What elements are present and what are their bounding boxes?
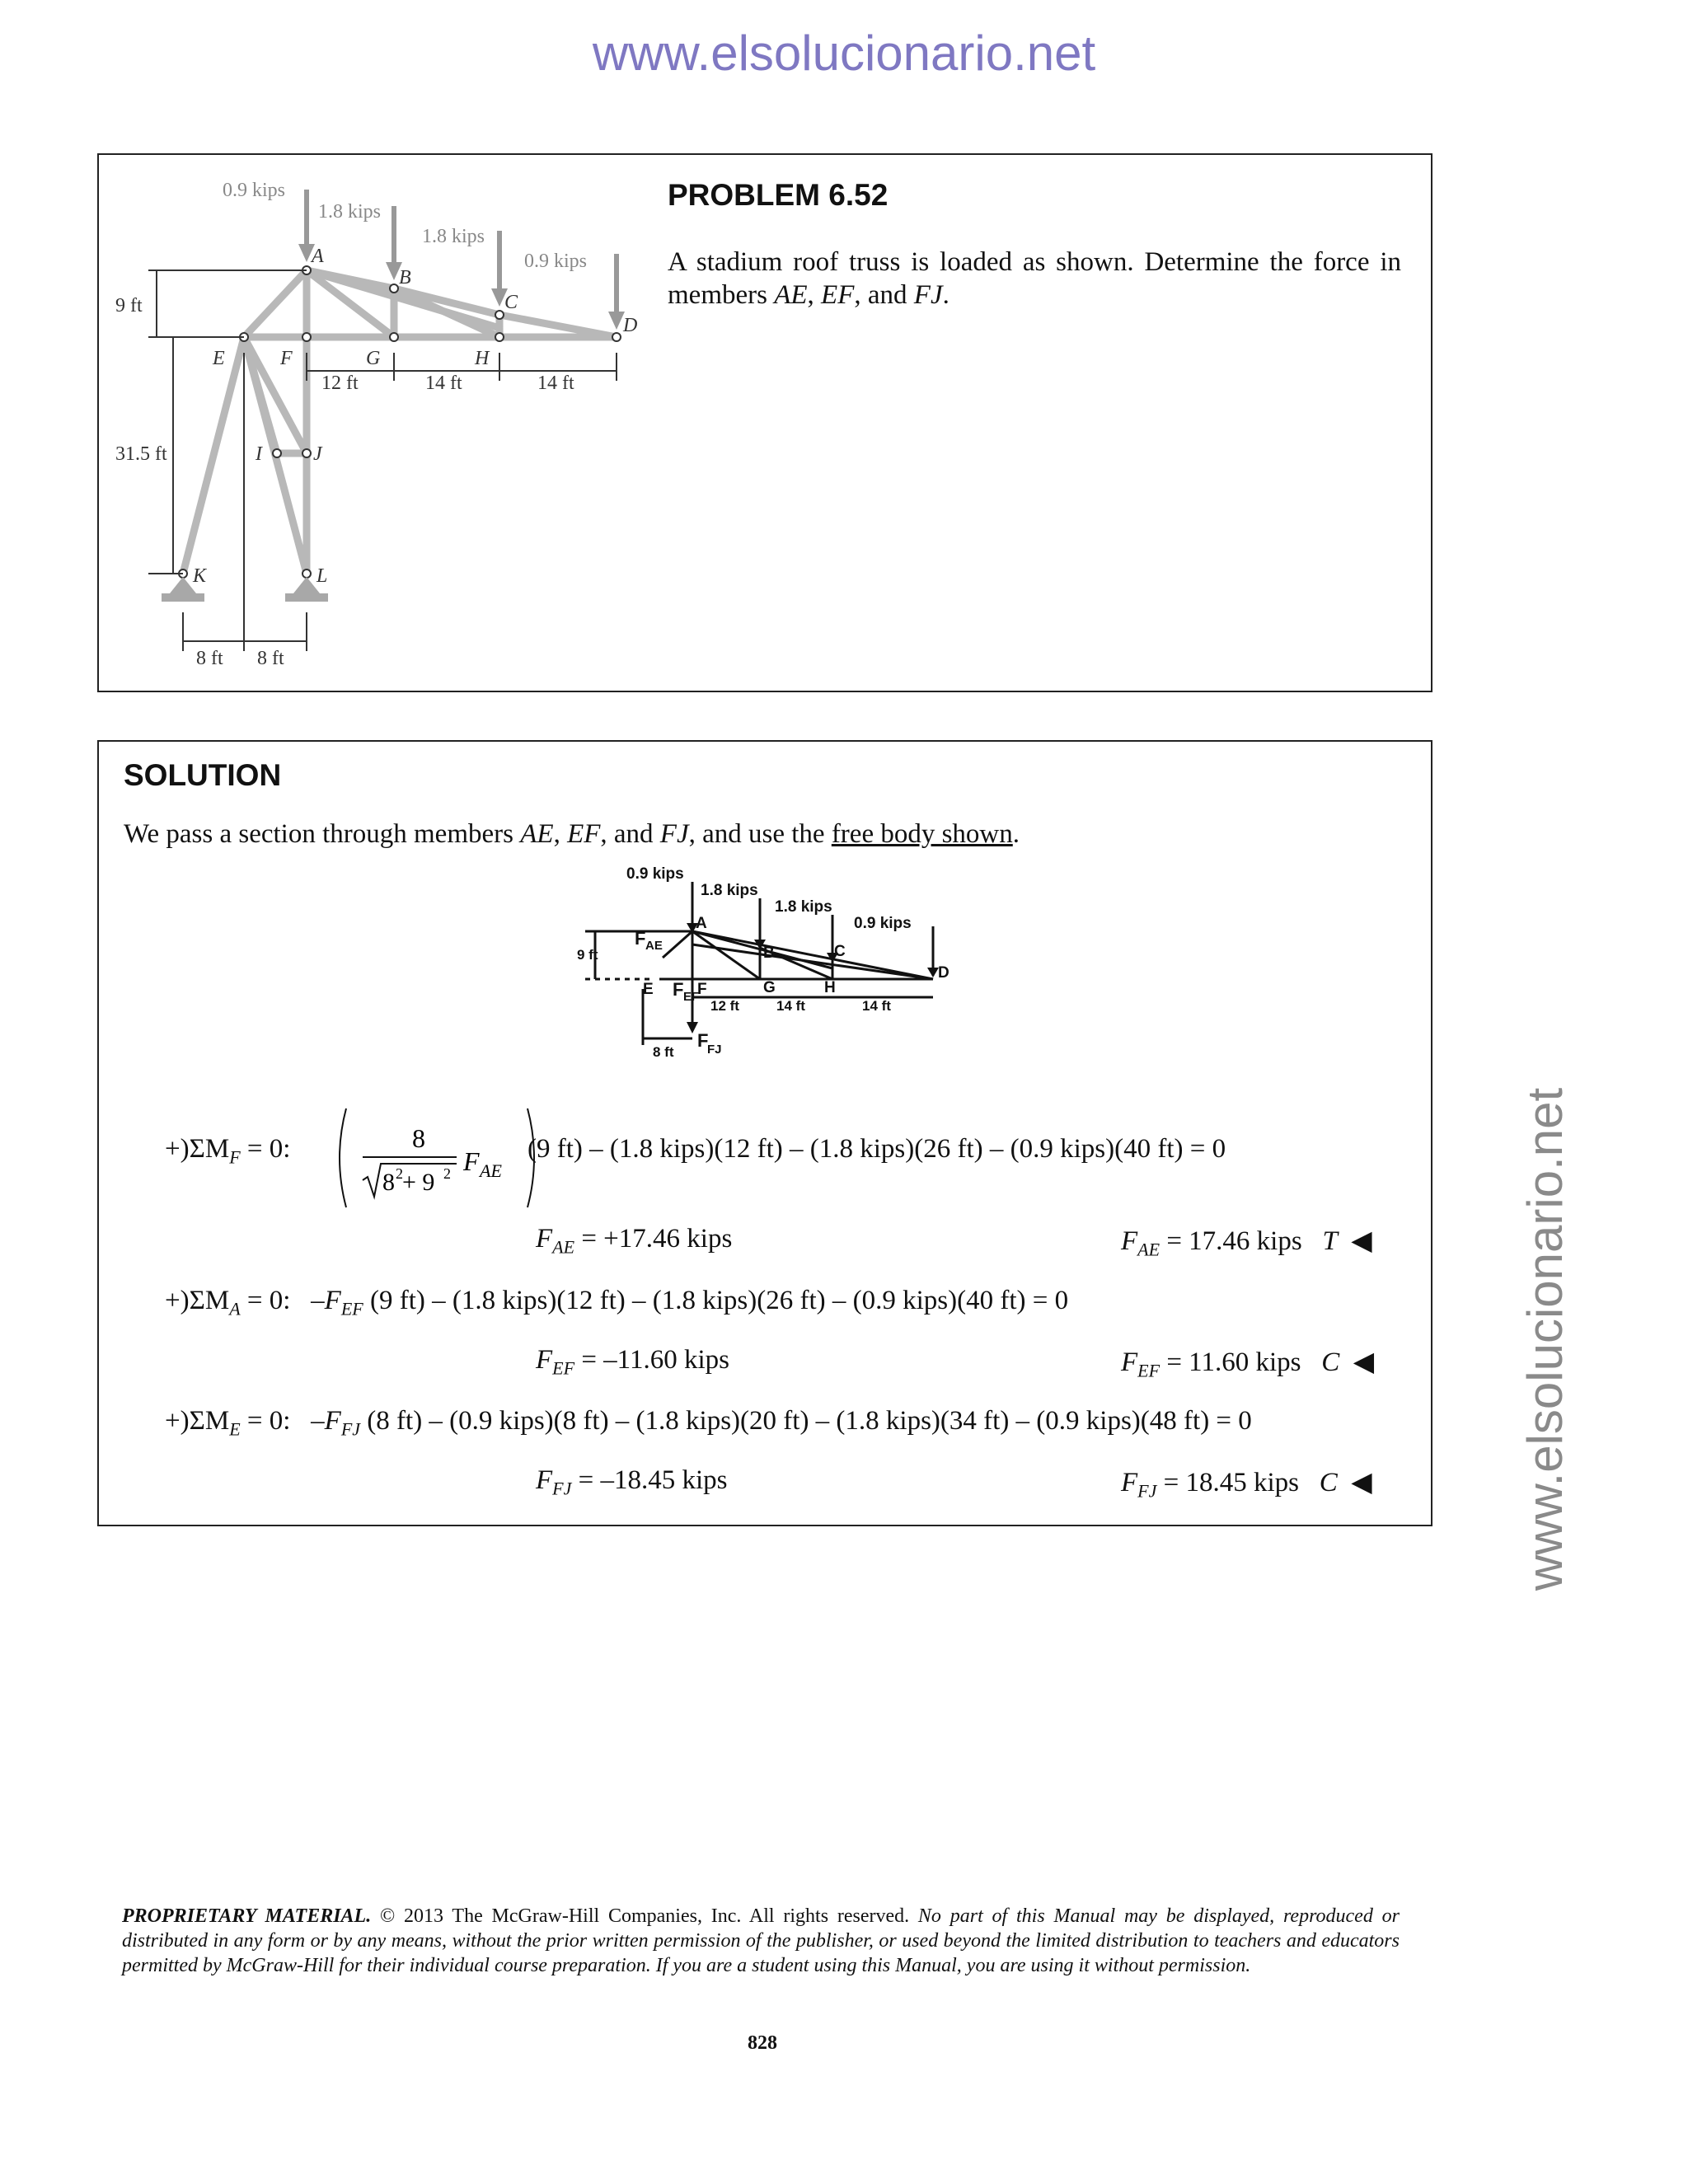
svg-text:1.8 kips: 1.8 kips <box>775 898 832 916</box>
final-fae: $F_{AE} = 17.46$ kips T ◀ <box>1121 1226 1372 1260</box>
svg-text:F: F <box>635 928 646 949</box>
svg-text:K: K <box>193 565 207 587</box>
svg-text:E: E <box>643 981 654 998</box>
svg-text:I: I <box>256 443 262 465</box>
equation-moment-f-rest: (9 ft) – (1.8 kips)(12 ft) – (1.8 kips)(26 ft) – (0.9 kips)(40 ft) = 0 <box>528 1134 1226 1164</box>
svg-text:0.9 kips: 0.9 kips <box>626 865 684 883</box>
rotation-icon: ) <box>180 1134 190 1164</box>
compression-tag: C <box>1319 1468 1338 1497</box>
svg-text:B: B <box>399 267 411 288</box>
load-label: 0.9 kips <box>223 180 286 201</box>
solution-intro: We pass a section through members AE, EF, and FJ, and use the free body shown. <box>124 819 1020 849</box>
svg-text:2: 2 <box>443 1165 451 1182</box>
svg-text:F: F <box>673 979 684 1000</box>
svg-text:C: C <box>834 943 846 960</box>
svg-text:H: H <box>475 348 490 369</box>
watermark-top: www.elsolucionario.net <box>592 26 1096 81</box>
svg-text:E: E <box>213 348 225 369</box>
svg-text:H: H <box>824 979 836 996</box>
result-fef: $F_{EF} = -11.60$ kips <box>536 1345 729 1379</box>
svg-text:12 ft: 12 ft <box>710 998 739 1014</box>
equation-moment-f: $+)\Sigma M_F = 0$: <box>165 1134 291 1168</box>
svg-text:8 ft: 8 ft <box>257 648 284 669</box>
svg-text:D: D <box>623 315 638 336</box>
solution-title: SOLUTION <box>124 758 282 792</box>
svg-text:EF: EF <box>683 990 700 1004</box>
problem-title: PROBLEM 6.52 <box>668 178 889 212</box>
svg-text:8 ft: 8 ft <box>653 1044 674 1060</box>
final-ffj: $F_{FJ} = 18.45$ kips C ◀ <box>1121 1468 1372 1502</box>
svg-text:AE: AE <box>645 939 663 953</box>
svg-text:FJ: FJ <box>707 1043 722 1057</box>
truss-figure <box>115 155 692 691</box>
member-ea <box>244 270 307 337</box>
free-body-diagram <box>577 865 973 1088</box>
svg-text:A: A <box>312 246 324 267</box>
svg-text:G: G <box>366 348 381 369</box>
svg-text:G: G <box>763 979 776 996</box>
compression-tag: C <box>1321 1347 1340 1377</box>
svg-text:F: F <box>463 1146 480 1176</box>
result-fae: $F_{AE} = +17.46$ kips <box>536 1224 733 1258</box>
svg-text:31.5 ft: 31.5 ft <box>115 443 167 465</box>
answer-marker-icon: ◀ <box>1351 1226 1372 1256</box>
watermark-side: www.elsolucionario.net <box>1517 1087 1573 1591</box>
problem-statement: A stadium roof truss is loaded as shown. Determine the force in members AE, EF, and FJ. <box>668 247 1401 310</box>
solution-box <box>97 740 1432 1526</box>
equation-moment-a: $+)\Sigma M_A = 0$: $-F_{EF}$ (9 ft) – (1.8 kips)(12 ft) – (1.8 kips)(26 ft) – (0.9 kips)(40 ft) = 0 <box>165 1286 1069 1319</box>
svg-text:14 ft: 14 ft <box>776 998 805 1014</box>
rotation-icon: ) <box>180 1286 190 1315</box>
svg-text:B: B <box>763 944 775 962</box>
svg-text:AE: AE <box>480 1160 502 1181</box>
svg-text:J: J <box>313 443 322 465</box>
final-fef: $F_{EF} = 11.60$ kips C ◀ <box>1121 1347 1375 1381</box>
svg-text:1.8 kips: 1.8 kips <box>701 882 758 899</box>
svg-text:9 ft: 9 ft <box>115 295 143 316</box>
copyright-notice: PROPRIETARY MATERIAL. © 2013 The McGraw-Hill Companies, Inc. All rights reserved. No part of this Manual may be displayed, reproduced or distributed in any form or by any means, without the prior written permission of the publisher, or used beyond the limited distribution to teachers and educators permitted by McGraw-Hill for their individual course preparation. If you are a student using this Manual, you are using it without permission. <box>122 1905 1400 1976</box>
member-ek <box>183 337 244 574</box>
svg-text:D: D <box>938 964 950 982</box>
svg-text:9 ft: 9 ft <box>577 947 598 963</box>
svg-text:14 ft: 14 ft <box>537 373 574 394</box>
svg-text:F: F <box>697 981 707 998</box>
svg-text:8 ft: 8 ft <box>196 648 223 669</box>
svg-text:14 ft: 14 ft <box>862 998 891 1014</box>
svg-text:F: F <box>697 1030 709 1051</box>
svg-text:12 ft: 12 ft <box>321 373 359 394</box>
fraction-group <box>330 1104 544 1212</box>
rotation-icon: ) <box>180 1406 190 1436</box>
svg-text:8: 8 <box>382 1169 395 1196</box>
svg-text:2: 2 <box>396 1165 403 1182</box>
svg-text:C: C <box>504 292 518 313</box>
load-label: 1.8 kips <box>318 201 382 223</box>
equation-moment-e: $+)\Sigma M_E = 0$: $-F_{FJ}$ (8 ft) – (0.9 kips)(8 ft) – (1.8 kips)(20 ft) – (1.8 kips)(34 ft) – (0.9 kips)(48 ft) = 0 <box>165 1406 1252 1440</box>
svg-text:0.9 kips: 0.9 kips <box>854 915 912 932</box>
svg-text:8: 8 <box>412 1123 425 1153</box>
answer-marker-icon: ◀ <box>1351 1468 1372 1497</box>
moment-sign: + <box>165 1134 181 1164</box>
answer-marker-icon: ◀ <box>1353 1347 1375 1377</box>
svg-text:F: F <box>280 348 293 369</box>
load-label: 0.9 kips <box>524 251 588 272</box>
problem-box <box>97 153 1432 692</box>
result-ffj: $F_{FJ} = -18.45$ kips <box>536 1465 728 1499</box>
page-number: 828 <box>748 2032 777 2054</box>
svg-text:L: L <box>316 565 328 587</box>
svg-text:+ 9: + 9 <box>402 1169 435 1196</box>
free-body-link: free body shown <box>831 819 1013 849</box>
svg-text:14 ft: 14 ft <box>425 373 462 394</box>
load-label: 1.8 kips <box>422 226 485 247</box>
tension-tag: T <box>1322 1226 1338 1256</box>
svg-text:A: A <box>696 915 707 932</box>
